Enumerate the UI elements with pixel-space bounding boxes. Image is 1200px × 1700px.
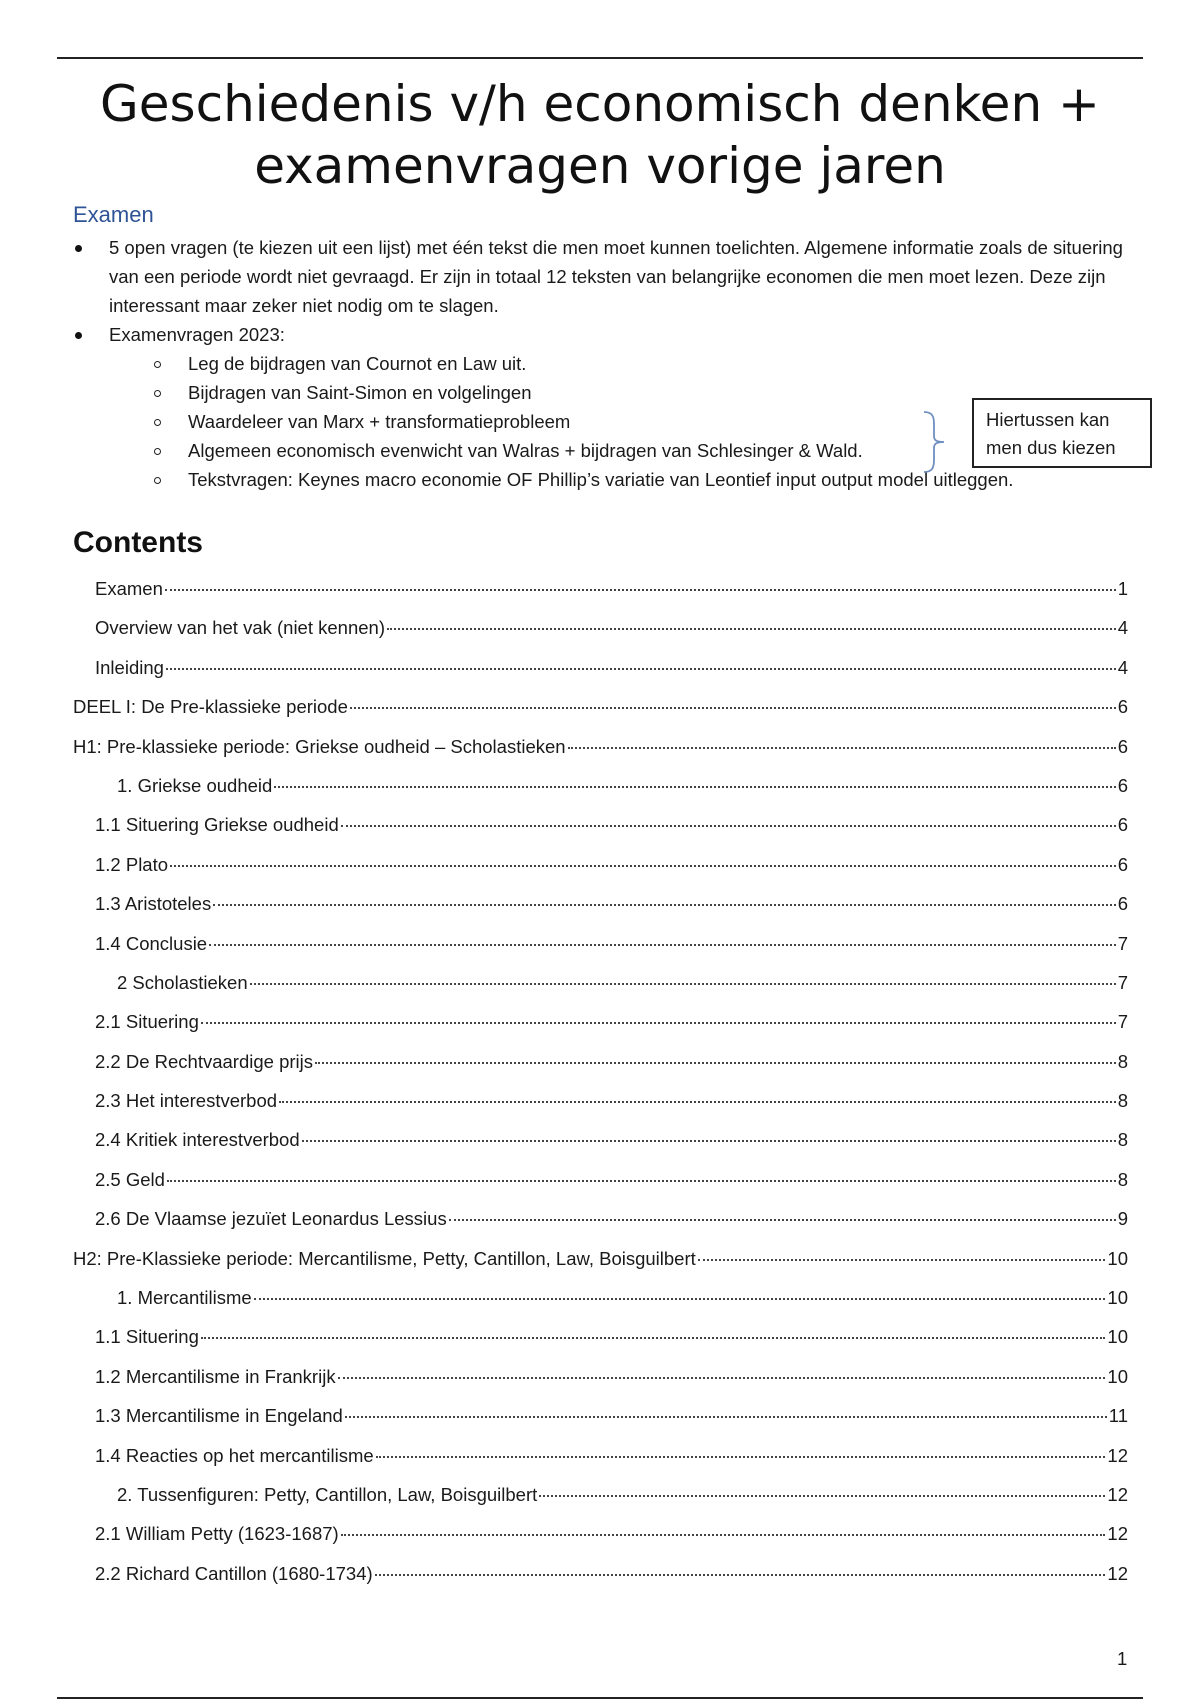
sub-list-item: Waardeleer van Marx + transformatieprobleem [109,407,1133,436]
toc-leader-dots [341,1534,1106,1536]
toc-entry-page: 8 [1117,1090,1128,1112]
toc-leader-dots [209,944,1116,946]
toc-entry-label: 2 Scholastieken [117,971,248,993]
toc-entry[interactable] [73,1366,1128,1405]
toc-entry-page: 7 [1117,1011,1128,1033]
toc-entry-label: 2.2 Richard Cantillon (1680-1734) [95,1562,373,1584]
toc-leader-dots [341,825,1116,827]
toc-entry[interactable] [73,1208,1128,1247]
toc-entry-page: 12 [1107,1483,1128,1505]
toc-entry-label: Overview van het vak (niet kennen) [95,617,385,639]
toc-entry-page: 10 [1107,1326,1128,1348]
toc-leader-dots [698,1259,1106,1261]
toc-entry[interactable] [73,1287,1128,1326]
toc-entry-page: 9 [1117,1208,1128,1230]
toc-leader-dots [250,983,1116,985]
toc-entry-page: 12 [1107,1523,1128,1545]
toc-leader-dots [375,1574,1106,1576]
toc-entry-label: 1.2 Mercantilisme in Frankrijk [95,1365,336,1387]
toc-entry-label: 1.4 Reacties op het mercantilisme [95,1444,374,1466]
sub-list-item: Leg de bijdragen van Cournot en Law uit. [109,349,1133,378]
toc-entry-page: 8 [1117,1050,1128,1072]
toc-entry[interactable] [73,617,1128,656]
toc-leader-dots [302,1140,1116,1142]
toc-entry-label: 2.1 Situering [95,1011,199,1033]
toc-entry[interactable] [73,578,1128,617]
toc-entry-label: 2.6 De Vlaamse jezuïet Leonardus Lessius [95,1208,447,1230]
page-number: 1 [1117,1648,1128,1669]
toc-entry-page: 12 [1107,1444,1128,1466]
toc-entry[interactable] [73,972,1128,1011]
toc-entry[interactable] [73,1129,1128,1168]
toc-entry[interactable] [73,1169,1128,1208]
toc-leader-dots [315,1062,1116,1064]
toc-entry-page: 4 [1117,617,1128,639]
toc-entry-label: 2. Tussenfiguren: Petty, Cantillon, Law, Boisguilbert [117,1483,538,1505]
toc-entry-label: DEEL I: De Pre-klassieke periode [73,696,348,718]
toc-entry-page: 6 [1117,893,1128,915]
toc-entry-label: Inleiding [95,656,164,678]
sub-list-item: Bijdragen van Saint-Simon en volgelingen [109,378,1133,407]
table-of-contents [73,578,1128,1602]
sub-list-item: Tekstvragen: Keynes macro economie OF Phillip’s variatie van Leontief input output model uitleggen. [109,465,1133,494]
toc-entry-page: 7 [1117,971,1128,993]
toc-entry[interactable] [73,933,1128,972]
toc-entry-page: 8 [1117,1168,1128,1190]
toc-entry-label: 1.3 Aristoteles [95,893,212,915]
toc-entry-page: 6 [1117,814,1128,836]
toc-leader-dots [170,865,1116,867]
toc-entry[interactable] [73,657,1128,696]
toc-entry-label: 2.5 Geld [95,1168,165,1190]
toc-entry[interactable] [73,1405,1128,1444]
toc-entry[interactable] [73,1011,1128,1050]
toc-entry[interactable] [73,736,1128,775]
toc-entry-page: 6 [1117,696,1128,718]
toc-entry[interactable] [73,1484,1128,1523]
toc-leader-dots [167,1180,1116,1182]
toc-entry-label: 2.3 Het interestverbod [95,1090,278,1112]
toc-entry-page: 10 [1107,1287,1128,1309]
toc-entry-page: 10 [1107,1247,1128,1269]
toc-entry[interactable] [73,1326,1128,1365]
sub-list-item: Algemeen economisch evenwicht van Walras + bijdragen van Schlesinger & Wald. [109,436,1133,465]
toc-entry-page: 11 [1108,1405,1128,1427]
toc-entry-page: 8 [1117,1129,1128,1151]
toc-leader-dots [345,1416,1107,1418]
toc-leader-dots [165,589,1116,591]
toc-leader-dots [449,1219,1116,1221]
toc-entry[interactable] [73,1563,1128,1602]
toc-entry-label: 1.4 Conclusie [95,932,208,954]
toc-entry[interactable] [73,696,1128,735]
contents-heading: Contents [73,526,203,559]
right-brace-icon [922,410,952,474]
toc-entry[interactable] [73,1090,1128,1129]
toc-entry[interactable] [73,1248,1128,1287]
bottom-rule [57,1697,1143,1699]
toc-leader-dots [254,1298,1106,1300]
toc-leader-dots [213,904,1116,906]
toc-entry[interactable] [73,854,1128,893]
toc-entry-page: 1 [1117,578,1128,599]
toc-entry[interactable] [73,775,1128,814]
toc-entry[interactable] [73,1051,1128,1090]
toc-entry-label: 2.2 De Rechtvaardige prijs [95,1050,313,1072]
toc-entry-label: 1.2 Plato [95,853,169,875]
top-rule [57,57,1143,59]
toc-leader-dots [350,707,1116,709]
toc-entry[interactable] [73,1445,1128,1484]
toc-leader-dots [376,1456,1106,1458]
toc-entry[interactable] [73,893,1128,932]
callout-box: Hiertussen kan men dus kiezen [972,398,1152,468]
bullet-text: Examenvragen 2023: [109,324,285,345]
toc-leader-dots [274,786,1115,788]
toc-entry-label: 1.1 Situering [95,1326,199,1348]
toc-leader-dots [166,668,1116,670]
examen-heading: Examen [73,202,154,227]
document-title: Geschiedenis v/h economisch denken + examenvragen vorige jaren [100,75,1100,195]
toc-entry-label: Examen [95,578,163,599]
toc-leader-dots [338,1377,1106,1379]
toc-entry-label: 1.1 Situering Griekse oudheid [95,814,339,836]
toc-entry-page: 4 [1117,656,1128,678]
toc-entry-label: 1. Mercantilisme [117,1287,252,1309]
bullet-text: 5 open vragen (te kiezen uit een lijst) met één tekst die men moet kunnen toelichten. Algemene informatie zoals de situering van een periode wordt niet gevraagd. Er zijn in totaal 12 teksten van belangrijke economen die men moet lezen. Deze zijn interessant maar zeker niet nodig om te slagen. [109,237,1123,316]
toc-entry-page: 12 [1107,1562,1128,1584]
toc-leader-dots [201,1337,1106,1339]
toc-entry-page: 7 [1117,932,1128,954]
toc-entry[interactable] [73,814,1128,853]
toc-entry-page: 6 [1117,774,1128,796]
toc-entry-label: 1. Griekse oudheid [117,774,273,796]
toc-entry-page: 10 [1107,1365,1128,1387]
toc-leader-dots [387,628,1116,630]
toc-leader-dots [201,1022,1116,1024]
toc-leader-dots [539,1495,1105,1497]
toc-leader-dots [568,747,1116,749]
toc-entry-label: 2.4 Kritiek interestverbod [95,1129,300,1151]
toc-entry[interactable] [73,1523,1128,1562]
list-item [73,233,1133,320]
toc-leader-dots [279,1101,1116,1103]
toc-entry-label: 1.3 Mercantilisme in Engeland [95,1405,343,1427]
toc-entry-page: 6 [1117,735,1128,757]
toc-entry-page: 6 [1117,853,1128,875]
toc-entry-label: 2.1 William Petty (1623-1687) [95,1523,339,1545]
toc-entry-label: H1: Pre-klassieke periode: Griekse oudheid – Scholastieken [73,735,566,757]
toc-entry-label: H2: Pre-Klassieke periode: Mercantilisme, Petty, Cantillon, Law, Boisguilbert [73,1247,696,1269]
